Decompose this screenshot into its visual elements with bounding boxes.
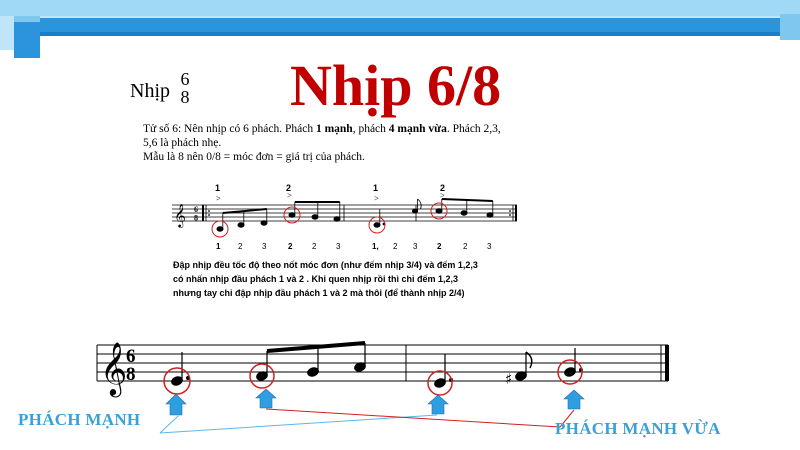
count: 2: [238, 242, 243, 251]
accent-mark: >: [216, 194, 221, 203]
count: 3: [413, 242, 418, 251]
count: 3: [336, 242, 341, 251]
count: 3: [262, 242, 267, 251]
staff1-accent-circles: [212, 203, 447, 237]
beat-number: 1: [373, 183, 379, 193]
count: 2: [437, 242, 442, 251]
sharp-icon: ♯: [505, 370, 513, 388]
staff1-time-bottom: 8: [194, 213, 198, 223]
accent-mark: >: [287, 191, 292, 200]
count: 2: [312, 242, 317, 251]
connector-lines: [160, 409, 574, 433]
count: 1,: [372, 242, 379, 251]
instructions: [173, 258, 553, 300]
instruction-line: có nhấn nhịp đầu phách 1 và 2 . Khi quen nhịp rồi thì chỉ đếm 1,2,3: [173, 274, 459, 284]
slide-title: Nhịp 6/8: [290, 53, 502, 118]
description-line-2: 5,6 là phách nhẹ.: [143, 137, 222, 149]
treble-clef-icon: 𝄞: [174, 203, 186, 227]
up-arrow-icon: [428, 395, 448, 414]
beat-number: 2: [440, 183, 446, 193]
count: 2: [463, 242, 468, 251]
description-line-3: Mẫu là 8 nên 0/8 = móc đơn = giá trị của phách.: [143, 151, 365, 163]
beat-number: 1: [215, 183, 221, 193]
staff2-time-top: 6: [126, 346, 136, 367]
desc-medium-beat: 4 mạnh vừa: [388, 123, 447, 135]
time-sig-bottom: 8: [180, 87, 190, 107]
accent-mark: >: [374, 194, 379, 203]
instruction-line: nhưng tay chỉ đập nhịp đầu phách 1 và 2 mà thôi (để thành nhịp 2/4): [173, 288, 465, 298]
staff1-time-top: 6: [194, 205, 198, 214]
strong-beat-label: PHÁCH MẠNH: [18, 410, 141, 429]
count: 2: [393, 242, 398, 251]
staff2-notes: [170, 343, 582, 389]
count: 1: [216, 242, 221, 251]
count: 3: [487, 242, 492, 251]
beat-number: 2: [286, 183, 292, 193]
staff1-notes: [217, 199, 493, 231]
desc-text: . Phách 2,3,: [446, 123, 501, 135]
medium-beat-label: PHÁCH MẠNH VỪA: [555, 419, 721, 438]
time-sig-top: 6: [180, 69, 190, 89]
staff-2: [97, 345, 668, 381]
up-arrow-icon: [166, 394, 186, 415]
desc-text: , phách: [352, 123, 389, 135]
accent-mark: >: [440, 191, 445, 200]
desc-strong-beat: 1 mạnh: [315, 123, 353, 135]
desc-text: Tử số 6: Nên nhịp có 6 phách. Phách: [143, 123, 316, 135]
count: 2: [288, 242, 293, 251]
instruction-line: Đập nhịp đều tốc độ theo nốt móc đơn (như đếm nhịp 3/4) và đếm 1,2,3: [173, 260, 478, 270]
up-arrow-icon: [564, 390, 584, 409]
time-signature-label: Nhịp: [130, 80, 170, 102]
staff2-time-bottom: 8: [126, 364, 136, 385]
up-arrow-icon: [256, 389, 276, 408]
treble-clef-icon: 𝄞: [100, 341, 128, 395]
